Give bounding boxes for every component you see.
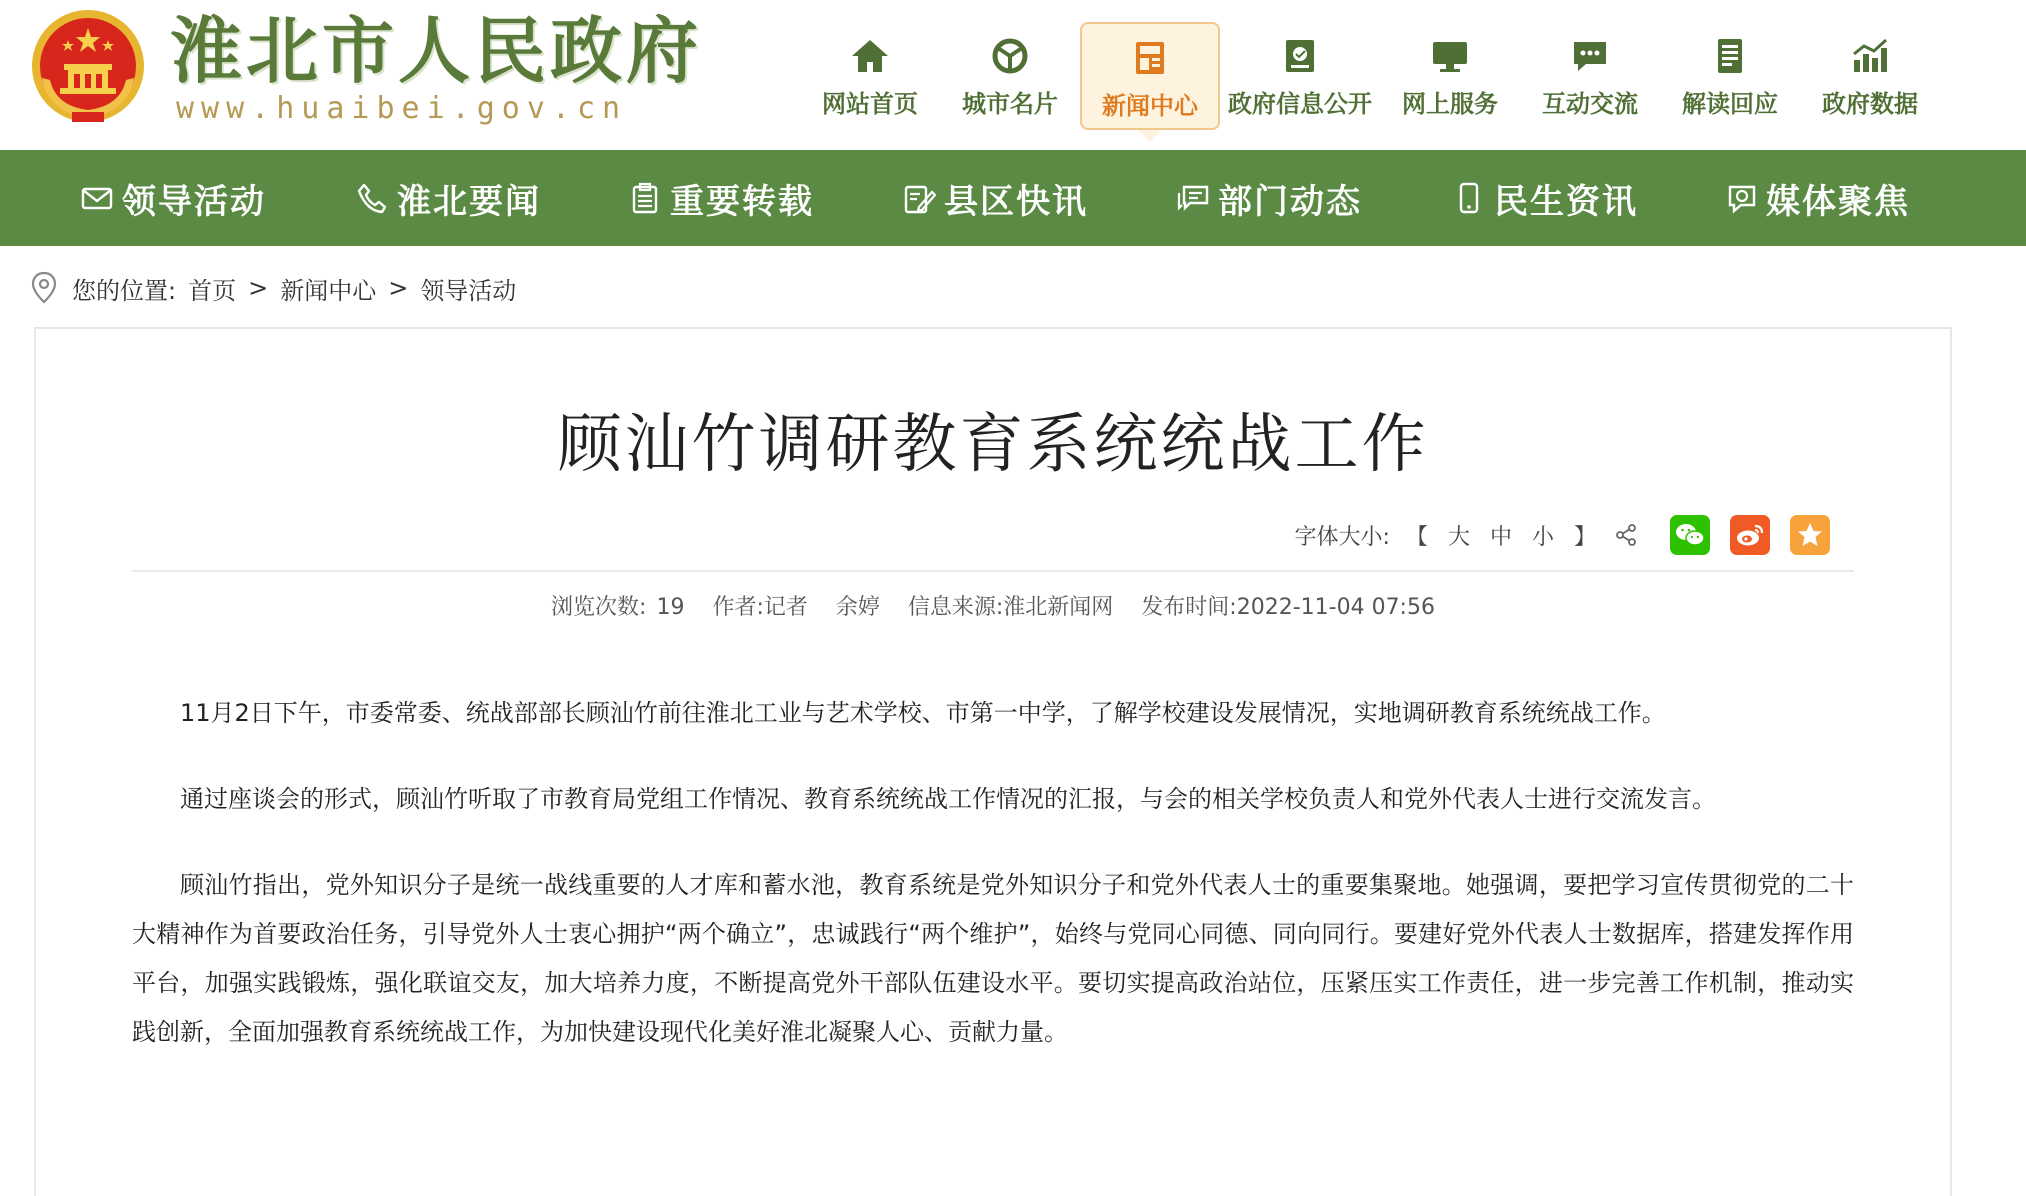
breadcrumb-separator: > [248,274,269,302]
info-public-icon [1278,34,1322,78]
author-value: 记者 余婷 [763,594,880,620]
share-wechat-button[interactable] [1670,515,1710,555]
views-meta [551,590,684,621]
article-tools [1295,515,1831,555]
top-nav-news-center[interactable] [1080,22,1220,130]
star-icon [1796,521,1824,549]
top-nav-gov-data[interactable] [1800,22,1940,130]
location-pin-icon [30,271,58,305]
top-nav-city-card[interactable] [940,22,1080,130]
clipboard-icon [628,181,662,215]
font-size-small-button[interactable]: 小 [1531,524,1554,550]
time-label: 发布时间: [1141,594,1237,620]
phone-icon [355,181,389,215]
chart-icon [1848,34,1892,78]
share-icon [1614,523,1638,547]
bracket-close: 】 [1573,524,1596,550]
mail-icon [80,181,114,215]
author-meta [712,590,879,621]
breadcrumb-news-center-link[interactable]: 新闻中心 [280,276,377,305]
breadcrumb-leader-activities-link[interactable]: 领导活动 [420,276,517,305]
top-nav-label: 网站首页 [822,89,918,118]
article-title: 顾汕竹调研教育系统统战工作 [557,408,1429,482]
article-meta [36,583,1950,627]
time-value: 2022-11-04 07:56 [1236,594,1435,620]
breadcrumb [30,270,516,306]
main-nav [0,150,2026,246]
source-meta [908,590,1113,621]
top-nav-label: 网上服务 [1402,89,1498,118]
main-nav-label: 民生资讯 [1494,181,1638,222]
home-icon [848,34,892,78]
author-label: 作者: [712,594,764,620]
edit-icon [902,181,936,215]
national-emblem-icon [28,8,148,128]
site-url: www.huaibei.gov.cn [176,91,628,126]
document-icon [1708,34,1752,78]
main-nav-county-news[interactable] [902,150,1088,246]
bracket-open: 【 [1405,524,1428,550]
article-paragraph: 顾汕竹指出，党外知识分子是统一战线重要的人才库和蓄水池，教育系统是党外知识分子和党外代表人士的重要集聚地。她强调，要把学习宣传贯彻党的二十大精神作为首要政治任务，引导党外人士衷心拥护“两个确立”，忠诚践行“两个维护”，始终与党同心同德、同向同行。要建好党外代表人士数据库，搭建发挥作用平台，加强实践锻炼，强化联谊交友，加大培养力度，不断提高党外干部队伍建设水平。要切实提高政治站位，压紧压实工作责任，进一步完善工作机制，推动实践创新，全面加强教育系统统战工作，为加快建设现代化美好淮北凝聚人心、贡献力量。 [132,871,1854,1046]
article-paragraph: 通过座谈会的形式，顾汕竹听取了市教育局党组工作情况、教育系统统战工作情况的汇报，与会的相关学校负责人和党外代表人士进行交流发言。 [180,785,1716,813]
top-nav-label: 政府数据 [1822,89,1918,118]
share-weibo-button[interactable] [1730,515,1770,555]
main-nav-leader-activities[interactable] [80,150,266,246]
city-icon [988,34,1032,78]
favorite-button[interactable] [1790,515,1830,555]
weibo-icon [1735,522,1765,548]
main-nav-label: 领导活动 [122,181,266,222]
top-nav-label: 互动交流 [1542,89,1638,118]
main-nav-label: 重要转载 [670,181,814,222]
breadcrumb-home-link[interactable]: 首页 [188,276,237,305]
time-meta [1141,590,1435,621]
top-nav-interaction[interactable] [1520,22,1660,130]
main-nav-huaibei-news[interactable] [355,150,541,246]
top-nav-label: 城市名片 [962,89,1058,118]
main-nav-label: 媒体聚焦 [1766,181,1910,222]
top-nav-interpretation[interactable] [1660,22,1800,130]
speech-icon [1724,181,1758,215]
top-nav-label: 政府信息公开 [1228,89,1372,118]
main-nav-label: 淮北要闻 [397,181,541,222]
main-nav-label: 部门动态 [1218,181,1362,222]
article-body [132,689,1854,1094]
chat-icon [1568,34,1612,78]
monitor-icon [1428,34,1472,78]
message-icon [1176,181,1210,215]
main-nav-livelihood[interactable] [1452,150,1638,246]
top-nav [800,22,1940,130]
article-container [34,327,1952,1196]
font-size-large-button[interactable]: 大 [1447,524,1470,550]
main-nav-media-focus[interactable] [1724,150,1910,246]
source-label: 信息来源: [907,594,1004,620]
font-size-medium-button[interactable]: 中 [1489,524,1512,550]
main-nav-label: 县区快讯 [944,181,1088,222]
top-nav-online-service[interactable] [1380,22,1520,130]
top-nav-label: 解读回应 [1682,89,1778,118]
breadcrumb-prefix: 您的位置: [72,276,177,305]
site-name: 淮北市人民政府 [170,8,703,93]
top-nav-home[interactable] [800,22,940,130]
newspaper-icon [1128,36,1172,80]
mobile-icon [1452,181,1486,215]
article-paragraph: 11月2日下午，市委常委、统战部部长顾汕竹前往淮北工业与艺术学校、市第一中学，了解学校建设发展情况，实地调研教育系统统战工作。 [180,699,1666,727]
breadcrumb-separator: > [388,274,409,302]
title-divider [132,570,1854,572]
site-logo[interactable] [28,8,702,128]
top-nav-label: 新闻中心 [1102,91,1198,120]
main-nav-department-news[interactable] [1176,150,1362,246]
wechat-icon [1675,522,1705,548]
views-label: 浏览次数: [551,594,647,620]
top-nav-info-public[interactable] [1220,22,1380,130]
site-header [0,0,2026,150]
font-size-label: 字体大小: [1294,524,1390,550]
source-value: 淮北新闻网 [1003,594,1114,620]
views-count: 19 [656,594,685,620]
main-nav-reprints[interactable] [628,150,814,246]
